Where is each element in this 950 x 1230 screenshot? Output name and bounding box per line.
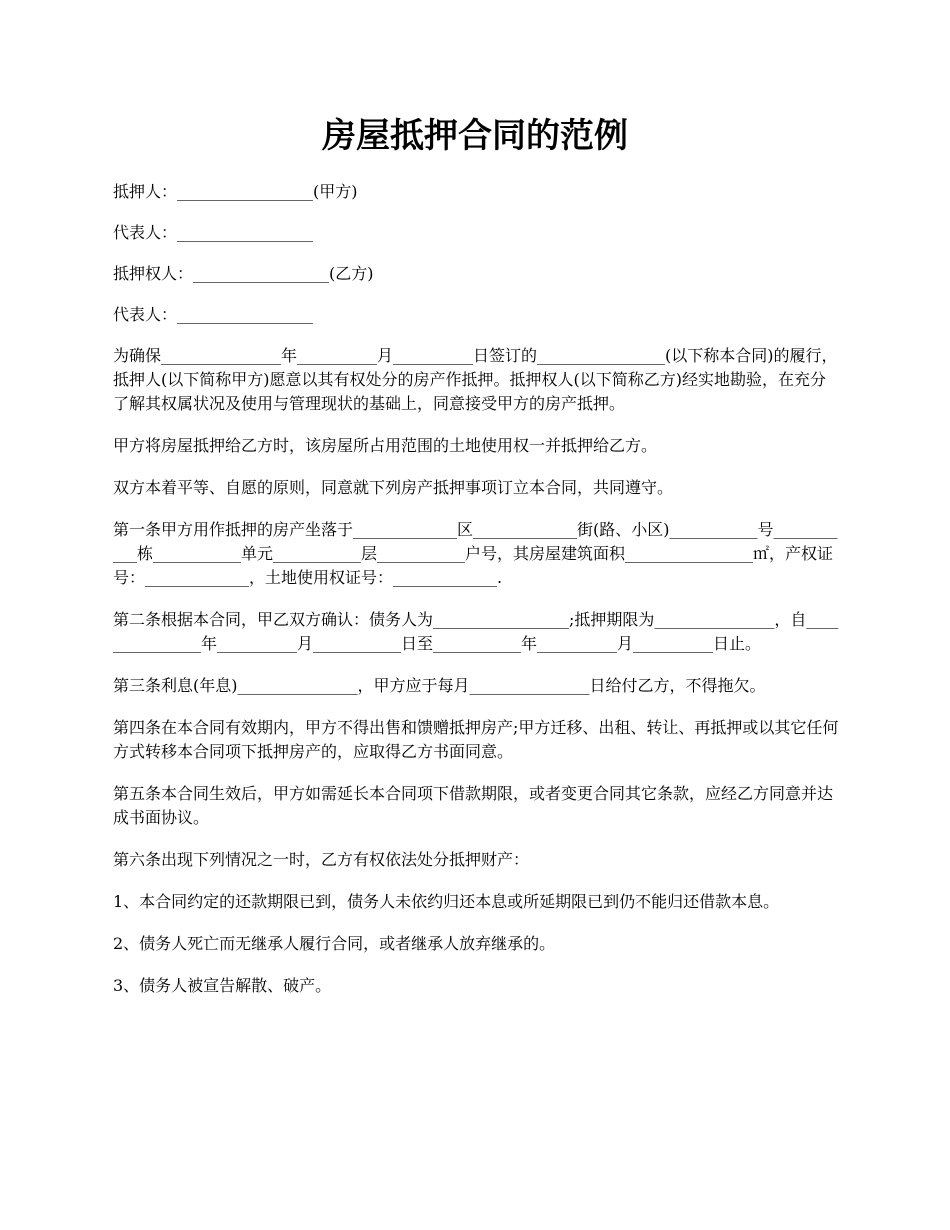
pledgor-line: 抵押人：_________________(甲方) xyxy=(113,182,358,201)
principle-paragraph: 双方本着平等、自愿的原则，同意就下列房产抵押事项订立本合同，共同遵守。 xyxy=(113,478,674,497)
article-1: 第一条甲方用作抵押的房产坐落于_____________区_____________街(路、小区)___________号___________栋___________单元___________层___________户号，其房屋建筑面积________________㎡，产权证号：_____________，土地使用权证号：_____________. xyxy=(113,520,838,587)
document-title: 房屋抵押合同的范例 xyxy=(322,116,628,156)
article-6: 第六条出现下列情况之一时，乙方有权依法处分抵押财产： xyxy=(113,850,530,869)
preamble-paragraph: 为确保_______________年__________月__________日签订的________________(以下称本合同)的履行，抵押人(以下简称甲方)愿意以其有权处分的房产作抵押。抵押权人(以下简称乙方)经实地勘验，在充分了解其权属状况及使用与管理现状的基础上，同意接受甲方的房产抵押。 xyxy=(113,346,838,413)
article-6-item-2: 2、债务人死亡而无继承人履行合同，或者继承人放弃继承的。 xyxy=(113,934,556,953)
article-4: 第四条在本合同有效期内，甲方不得出售和馈赠抵押房产;甲方迁移、出租、转让、再抵押或以其它任何方式转移本合同项下抵押房产的，应取得乙方书面同意。 xyxy=(113,718,839,761)
document-body xyxy=(113,180,841,1016)
article-6-item-3: 3、债务人被宣告解散、破产。 xyxy=(113,976,332,995)
pledgor-representative-line: 代表人：_________________ xyxy=(113,223,314,242)
article-2: 第二条根据本合同，甲乙双方确认：债务人为_________________;抵押期限为_______________，自_______________年__________月___________日至___________年__________月__________日止。 xyxy=(113,610,839,653)
article-6-item-1: 1、本合同约定的还款期限已到，债务人未依约归还本息或所延期限已到仍不能归还借款本息。 xyxy=(113,892,780,911)
article-3: 第三条利息(年息)_______________，甲方应于每月_______________日给付乙方，不得拖欠。 xyxy=(113,676,766,695)
article-5: 第五条本合同生效后，甲方如需延长本合同项下借款期限，或者变更合同其它条款，应经乙方同意并达成书面协议。 xyxy=(113,784,834,827)
land-use-paragraph: 甲方将房屋抵押给乙方时，该房屋所占用范围的土地使用权一并抵押给乙方。 xyxy=(113,436,658,455)
pledgee-representative-line: 代表人：_________________ xyxy=(113,305,314,324)
pledgee-line: 抵押权人：_________________(乙方) xyxy=(113,264,374,283)
